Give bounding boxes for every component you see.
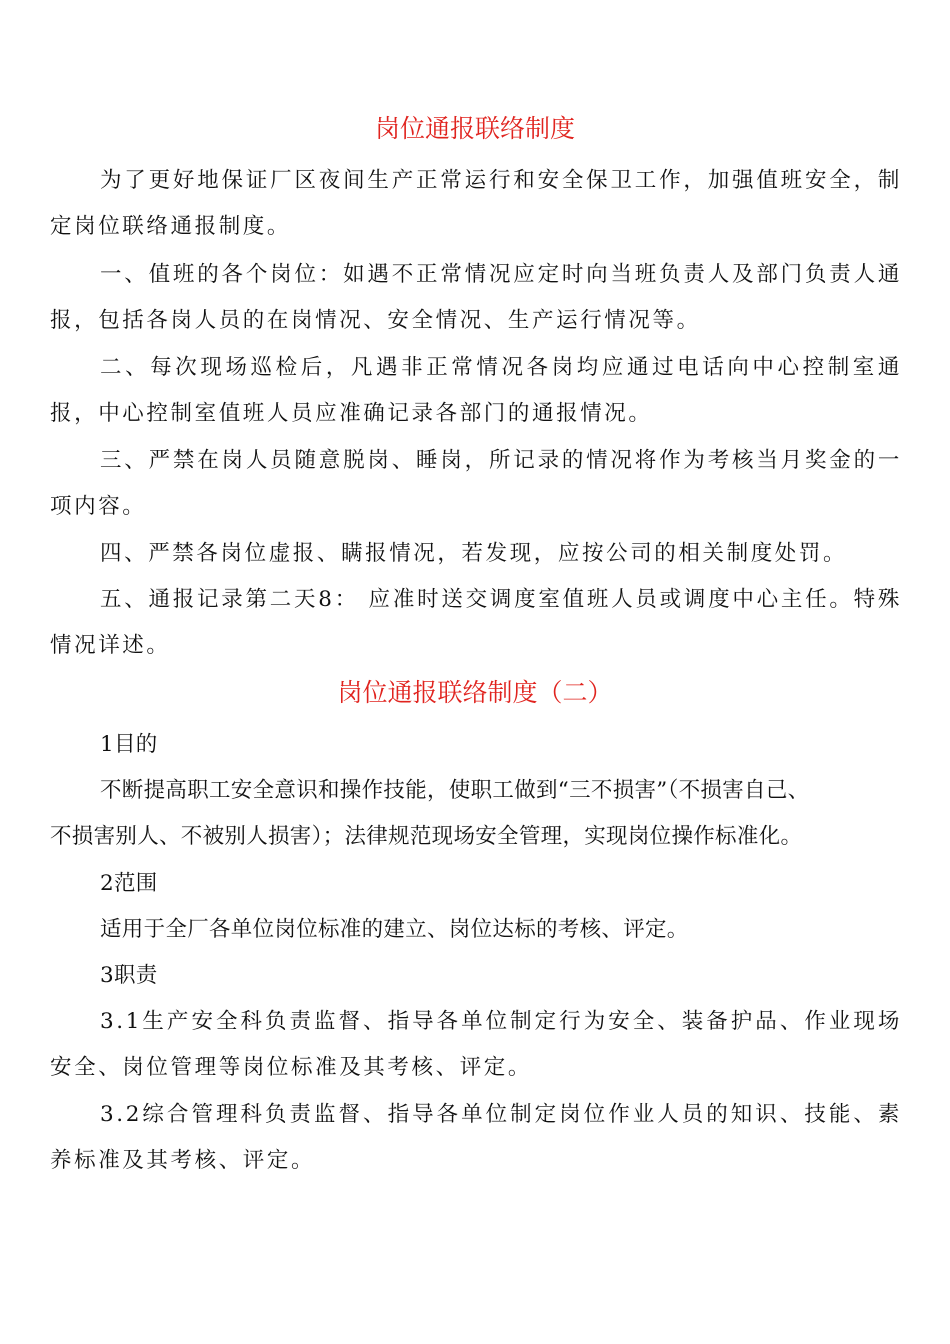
purpose-line-2: 不损害别人、不被别人损害）；法律规范现场安全管理，实现岗位操作标准化。 (50, 824, 803, 849)
intro-paragraph: 为了更好地保证厂区夜间生产正常运行和安全保卫工作，加强值班安全，制定岗位联络通报制度。 (50, 168, 902, 239)
purpose-line-1: 不断提高职工安全意识和操作技能，使职工做到“三不损害”（不损害自己、 (100, 778, 810, 803)
duty-3-2-paragraph: 3.2综合管理科负责监督、指导各单位制定岗位作业人员的知识、技能、素养标准及其考核、评定。 (50, 1102, 902, 1173)
item-4-paragraph: 四、严禁各岗位虚报、瞒报情况，若发现，应按公司的相关制度处罚。 (100, 541, 848, 566)
heading-duties: 3职责 (100, 963, 158, 988)
section-2-title: 岗位通报联络制度（二） (337, 678, 613, 707)
section-1-title: 岗位通报联络制度 (374, 114, 575, 143)
item-1-paragraph: 一、值班的各个岗位：如遇不正常情况应定时向当班负责人及部门负责人通报，包括各岗人员的在岗情况、安全情况、生产运行情况等。 (50, 262, 902, 333)
heading-scope: 2范围 (100, 871, 158, 896)
item-3-paragraph: 三、严禁在岗人员随意脱岗、睡岗，所记录的情况将作为考核当月奖金的一项内容。 (50, 448, 902, 519)
item-5-paragraph: 五、通报记录第二天8： 应准时送交调度室值班人员或调度中心主任。特殊情况详述。 (50, 587, 902, 658)
scope-paragraph: 适用于全厂各单位岗位标准的建立、岗位达标的考核、评定。 (100, 917, 689, 942)
duty-3-1-paragraph: 3.1生产安全科负责监督、指导各单位制定行为安全、装备护品、作业现场安全、岗位管理等岗位标准及其考核、评定。 (50, 1009, 902, 1080)
purpose-paragraph (50, 768, 902, 860)
item-2-paragraph: 二、每次现场巡检后，凡遇非正常情况各岗均应通过电话向中心控制室通报，中心控制室值班人员应准确记录各部门的通报情况。 (50, 355, 902, 426)
heading-purpose: 1目的 (100, 732, 158, 757)
